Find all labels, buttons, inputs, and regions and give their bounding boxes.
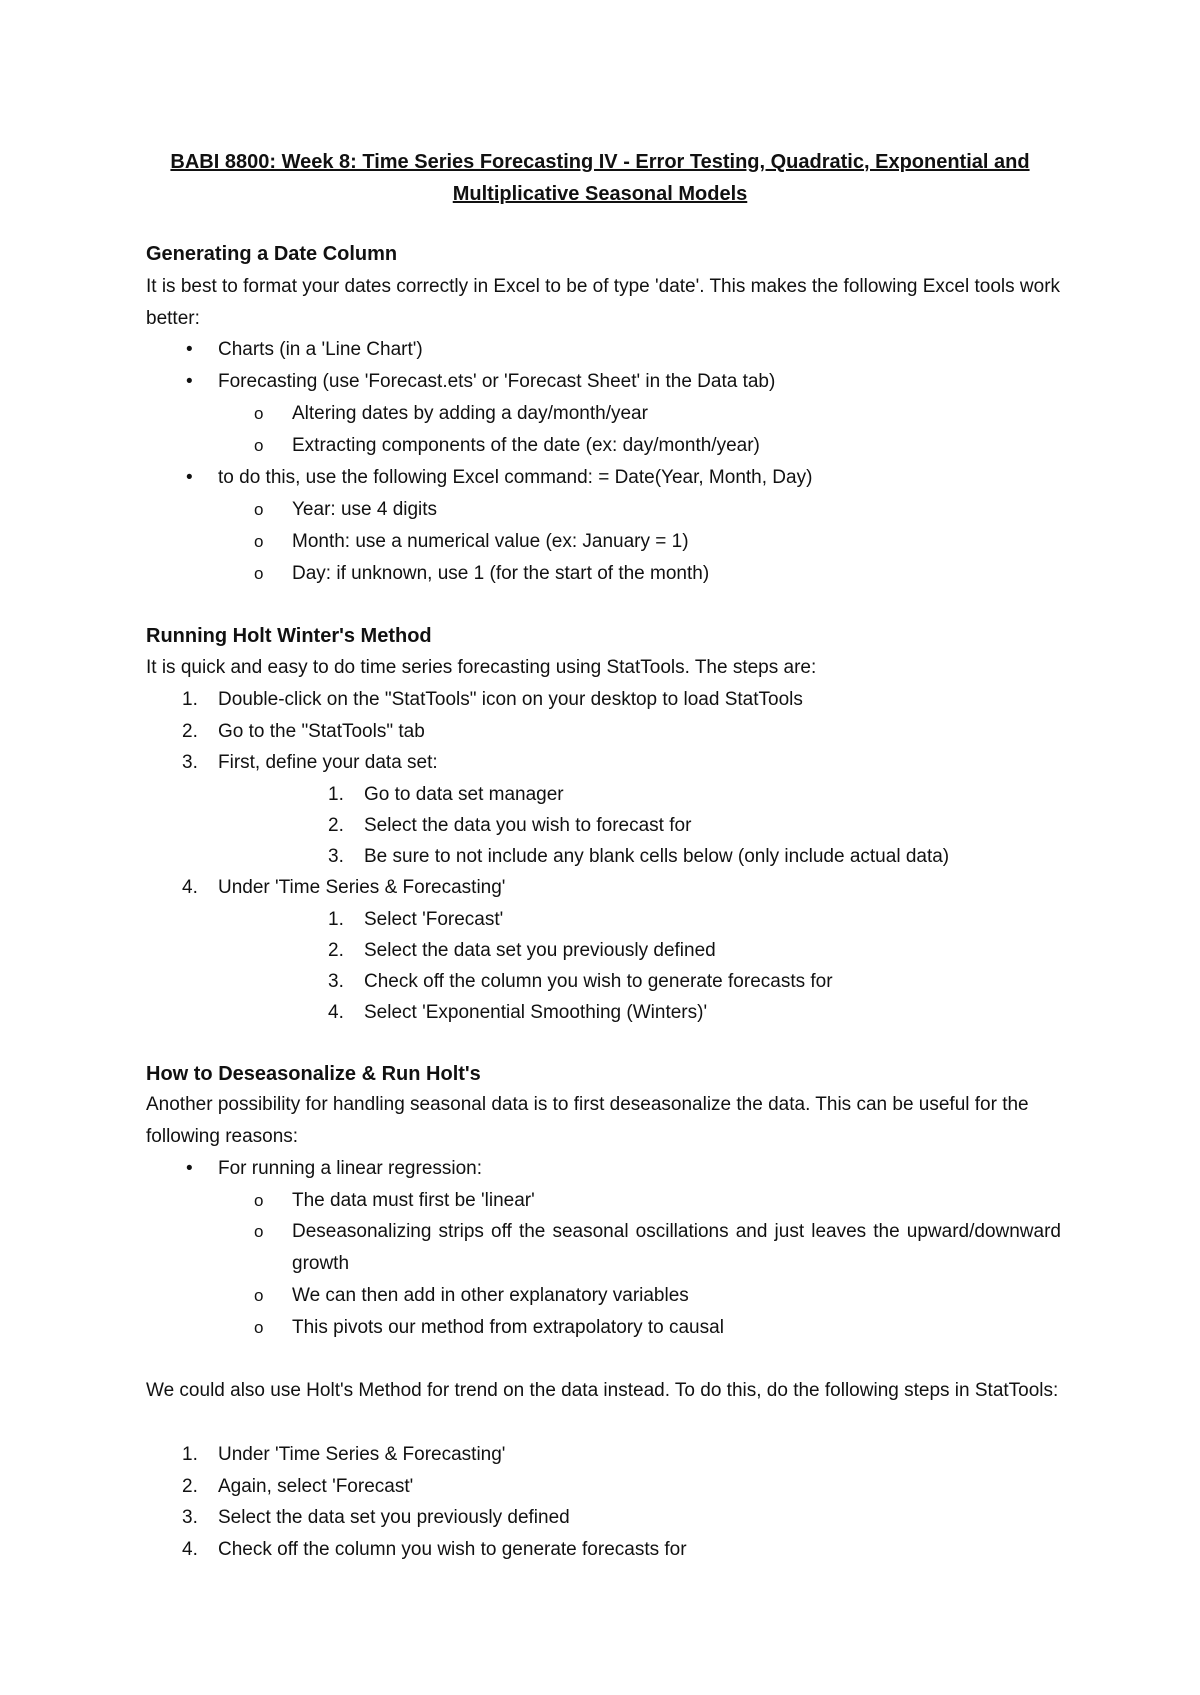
list-item: Extracting components of the date (ex: day/month/year): [292, 435, 760, 456]
sub-bullet-marker: o: [254, 1286, 264, 1305]
list-number: 3.: [182, 1507, 198, 1528]
list-item: Altering dates by adding a day/month/year: [292, 403, 648, 424]
list-item: For running a linear regression:: [218, 1158, 483, 1179]
list-item: Select the data you wish to forecast for: [364, 815, 692, 836]
bullet-marker: •: [186, 467, 193, 488]
list-number: 2.: [328, 815, 344, 836]
section-heading-date-column: Generating a Date Column: [146, 243, 398, 265]
list-item: We can then add in other explanatory variables: [292, 1285, 689, 1306]
list-item: Under 'Time Series & Forecasting': [218, 1444, 506, 1465]
list-number: 1.: [328, 909, 344, 930]
list-item: Day: if unknown, use 1 (for the start of the month): [292, 563, 710, 584]
list-item: Again, select 'Forecast': [218, 1476, 414, 1497]
sub-bullet-marker: o: [254, 1191, 264, 1210]
list-number: 2.: [182, 1476, 198, 1497]
sub-bullet-marker: o: [254, 1318, 264, 1337]
sub-bullet-marker: o: [254, 500, 264, 519]
sub-bullet-marker: o: [254, 436, 264, 455]
title-line-2: Multiplicative Seasonal Models: [452, 183, 748, 205]
sub-bullet-marker: o: [254, 532, 264, 551]
bullet-marker: •: [186, 339, 193, 360]
list-item: Go to data set manager: [364, 784, 564, 805]
page-title: [146, 146, 1054, 210]
list-number: 1.: [328, 784, 344, 805]
list-number: 4.: [328, 1002, 344, 1023]
section-intro-date-column: It is best to format your dates correctly in Excel to be of type 'date'. This makes the following Excel tools work better:: [146, 276, 1061, 329]
list-item: to do this, use the following Excel command: = Date(Year, Month, Day): [218, 467, 813, 488]
paragraph-holts-method: We could also use Holt's Method for trend on the data instead. To do this, do the following steps in StatTools:: [146, 1380, 1059, 1401]
list-number: 4.: [182, 1539, 198, 1560]
section-heading-holt-winter: Running Holt Winter's Method: [146, 625, 432, 647]
list-item: Forecasting (use 'Forecast.ets' or 'Forecast Sheet' in the Data tab): [218, 371, 776, 392]
list-item: Select 'Exponential Smoothing (Winters)': [364, 1002, 708, 1023]
list-number: 1.: [182, 1444, 198, 1465]
list-number: 2.: [328, 940, 344, 961]
section-intro-holt-winter: It is quick and easy to do time series forecasting using StatTools. The steps are:: [146, 657, 817, 678]
section-intro-deseasonalize: Another possibility for handling seasonal data is to first deseasonalize the data. This can be useful for the following reasons:: [146, 1094, 1029, 1147]
bullet-marker: •: [186, 371, 193, 392]
list-item: This pivots our method from extrapolatory to causal: [292, 1317, 724, 1338]
sub-bullet-marker: o: [254, 404, 264, 423]
list-item: Select the data set you previously defined: [218, 1507, 570, 1528]
list-item: Month: use a numerical value (ex: January = 1): [292, 531, 689, 552]
list-item: Double-click on the "StatTools" icon on your desktop to load StatTools: [218, 689, 803, 710]
list-item: Charts (in a 'Line Chart'): [218, 339, 423, 360]
list-number: 3.: [328, 971, 344, 992]
sub-bullet-marker: o: [254, 1222, 264, 1241]
title-line-1: BABI 8800: Week 8: Time Series Forecasting IV - Error Testing, Quadratic, Exponential and: [170, 151, 1030, 173]
list-item: Deseasonalizing strips off the seasonal oscillations and just leaves the upward/downward growth: [292, 1221, 1061, 1274]
list-item: Select 'Forecast': [364, 909, 504, 930]
list-item: Check off the column you wish to generate forecasts for: [218, 1539, 687, 1560]
list-item: The data must first be 'linear': [292, 1190, 535, 1211]
list-number: 3.: [328, 846, 344, 867]
list-item: Check off the column you wish to generate forecasts for: [364, 971, 833, 992]
list-number: 4.: [182, 877, 198, 898]
list-item: First, define your data set:: [218, 752, 438, 773]
list-item: Go to the "StatTools" tab: [218, 721, 425, 742]
bullet-marker: •: [186, 1158, 193, 1179]
list-item: Be sure to not include any blank cells below (only include actual data): [364, 846, 950, 867]
list-item: Select the data set you previously defined: [364, 940, 716, 961]
list-item: Under 'Time Series & Forecasting': [218, 877, 506, 898]
sub-bullet-marker: o: [254, 564, 264, 583]
list-item: Year: use 4 digits: [292, 499, 438, 520]
list-number: 1.: [182, 689, 198, 710]
section-heading-deseasonalize: How to Deseasonalize & Run Holt's: [146, 1063, 481, 1085]
list-number: 3.: [182, 752, 198, 773]
list-number: 2.: [182, 721, 198, 742]
